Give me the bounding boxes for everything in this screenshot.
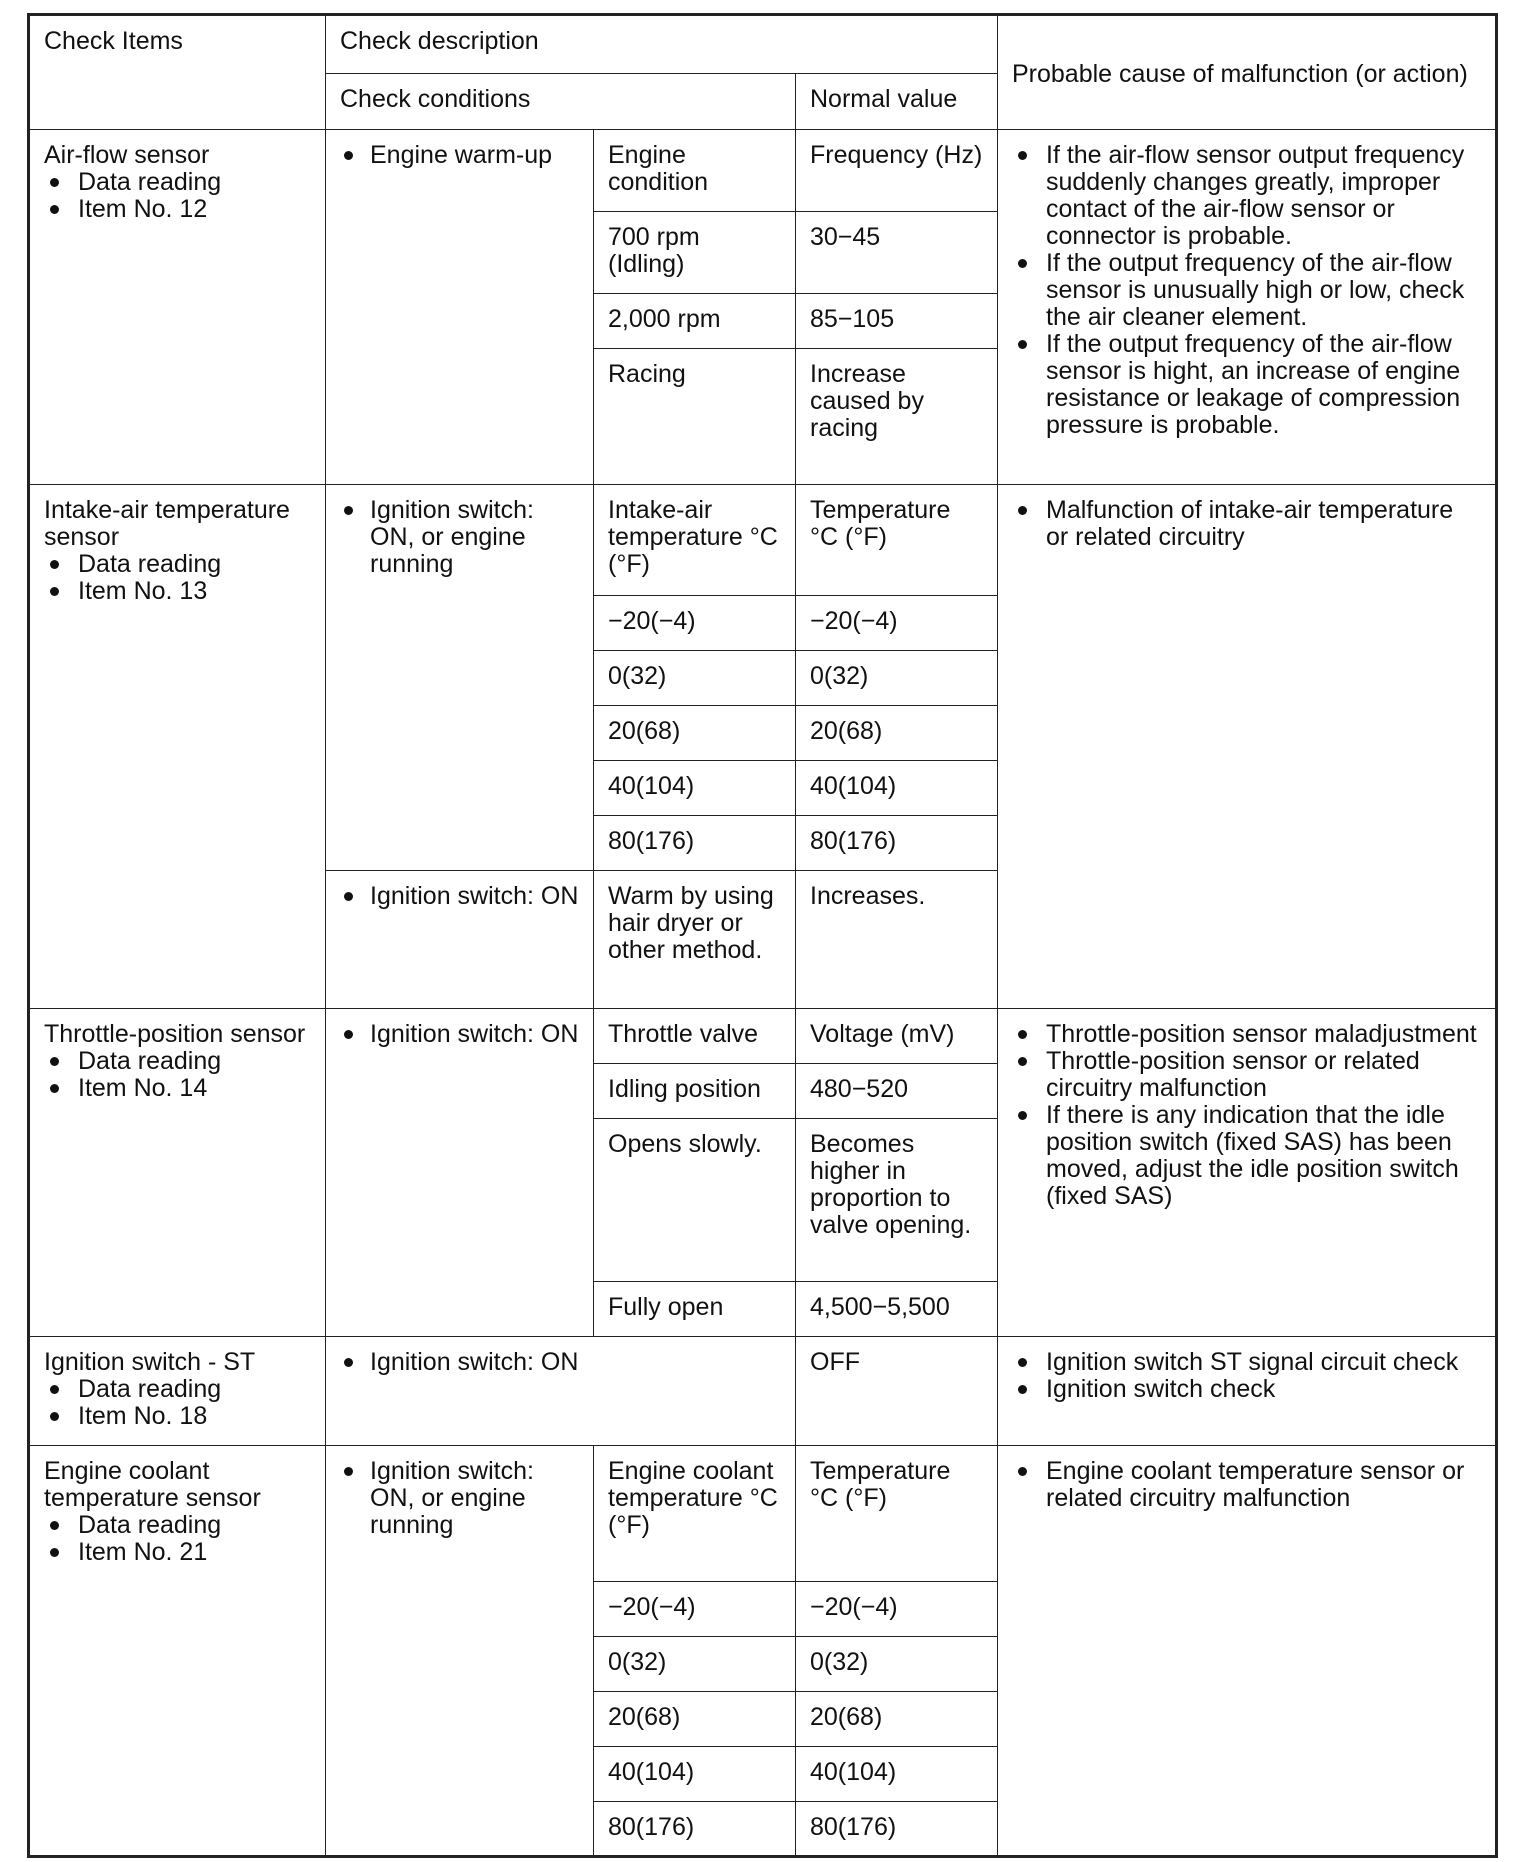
coolant-check-item (29, 1446, 326, 1857)
airflow-sub1: Data reading (44, 169, 311, 196)
table-row (29, 1446, 1497, 1582)
intake-val-0: Temperature °C (°F) (796, 485, 998, 596)
header-normal-value: Normal value (796, 74, 998, 130)
header-check-description: Check description (326, 15, 998, 74)
coolant-condition-text: Ignition switch: ON, or engine running (340, 1458, 579, 1539)
table-row (29, 1009, 1497, 1064)
throttle-cond-1: Idling position (594, 1064, 796, 1119)
intake-condition-2-text: Ignition switch: ON (340, 883, 579, 910)
coolant-val-0: Temperature °C (°F) (796, 1446, 998, 1582)
coolant-cond-3: 20(68) (594, 1692, 796, 1747)
intake-cond-2: 0(32) (594, 651, 796, 706)
coolant-cond-0: Engine coolant temperature °C (°F) (594, 1446, 796, 1582)
intake-sub1: Data reading (44, 551, 311, 578)
coolant-cond-2: 0(32) (594, 1637, 796, 1692)
header-probable-cause: Probable cause of malfunction (or action) (998, 15, 1497, 130)
airflow-sub2: Item No. 12 (44, 196, 311, 223)
ignition-sub2: Item No. 18 (44, 1403, 311, 1430)
intake-cond-1: −20(−4) (594, 596, 796, 651)
intake-causes (998, 485, 1497, 1009)
airflow-cond-3: Racing (594, 349, 796, 485)
throttle-cause-2: If there is any indication that the idle position switch (fixed SAS) has been moved, adjust the idle position switch (fixed SAS) (1012, 1102, 1481, 1210)
intake-condition-1 (326, 485, 594, 871)
coolant-sub1: Data reading (44, 1512, 311, 1539)
airflow-condition-text: Engine warm-up (340, 142, 579, 169)
coolant-cond-5: 80(176) (594, 1802, 796, 1857)
airflow-condition (326, 130, 594, 485)
throttle-cond-3: Fully open (594, 1282, 796, 1337)
airflow-cause-1: If the output frequency of the air-flow sensor is unusually high or low, check the air cleaner element. (1012, 250, 1481, 331)
airflow-val-0: Frequency (Hz) (796, 130, 998, 212)
intake-val-1: −20(−4) (796, 596, 998, 651)
throttle-cause-0: Throttle-position sensor maladjustment (1012, 1021, 1481, 1048)
airflow-cause-0: If the air-flow sensor output frequency suddenly changes greatly, improper contact of the air-flow sensor or connector is probable. (1012, 142, 1481, 250)
throttle-val-3: 4,500−5,500 (796, 1282, 998, 1337)
intake-val-5: 80(176) (796, 816, 998, 871)
airflow-cond-1: 700 rpm (Idling) (594, 212, 796, 294)
intake-condition-2 (326, 871, 594, 1009)
ignition-check-item (29, 1337, 326, 1446)
throttle-val-0: Voltage (mV) (796, 1009, 998, 1064)
header-row-1 (29, 15, 1497, 74)
throttle-cond-2: Opens slowly. (594, 1119, 796, 1282)
coolant-causes (998, 1446, 1497, 1857)
intake-sub2: Item No. 13 (44, 578, 311, 605)
intake-cond-0: Intake-air temperature °C (°F) (594, 485, 796, 596)
airflow-title: Air-flow sensor (44, 141, 210, 169)
intake-warm-value: Increases. (796, 871, 998, 1009)
ignition-condition (326, 1337, 796, 1446)
coolant-cause-0: Engine coolant temperature sensor or related circuitry malfunction (1012, 1458, 1481, 1512)
coolant-title: Engine coolant temperature sensor (44, 1457, 261, 1512)
ignition-cause-0: Ignition switch ST signal circuit check (1012, 1349, 1481, 1376)
throttle-cond-0: Throttle valve (594, 1009, 796, 1064)
throttle-val-2: Becomes higher in proportion to valve opening. (796, 1119, 998, 1282)
coolant-cond-4: 40(104) (594, 1747, 796, 1802)
intake-cond-4: 40(104) (594, 761, 796, 816)
intake-warm-cond: Warm by using hair dryer or other method. (594, 871, 796, 1009)
intake-check-item (29, 485, 326, 1009)
coolant-sub2: Item No. 21 (44, 1539, 311, 1566)
intake-val-4: 40(104) (796, 761, 998, 816)
intake-val-2: 0(32) (796, 651, 998, 706)
ignition-value: OFF (796, 1337, 998, 1446)
diagnosis-document (27, 13, 1498, 1858)
ignition-cause-1: Ignition switch check (1012, 1376, 1481, 1403)
coolant-condition (326, 1446, 594, 1857)
throttle-sub1: Data reading (44, 1048, 311, 1075)
intake-condition-1-text: Ignition switch: ON, or engine running (340, 497, 579, 578)
throttle-cause-1: Throttle-position sensor or related circuitry malfunction (1012, 1048, 1481, 1102)
airflow-cond-0: Engine condition (594, 130, 796, 212)
table-row (29, 1337, 1497, 1446)
throttle-title: Throttle-position sensor (44, 1020, 306, 1048)
table-row (29, 485, 1497, 596)
coolant-val-4: 40(104) (796, 1747, 998, 1802)
airflow-cause-2: If the output frequency of the air-flow sensor is hight, an increase of engine resistance or leakage of compression pressure is probable. (1012, 331, 1481, 439)
airflow-check-item (29, 130, 326, 485)
throttle-val-1: 480−520 (796, 1064, 998, 1119)
airflow-val-1: 30−45 (796, 212, 998, 294)
coolant-val-3: 20(68) (796, 1692, 998, 1747)
intake-cause-0: Malfunction of intake-air temperature or related circuitry (1012, 497, 1481, 551)
diagnosis-table (27, 13, 1498, 1858)
header-check-items: Check Items (29, 15, 326, 130)
ignition-title: Ignition switch - ST (44, 1348, 256, 1376)
throttle-sub2: Item No. 14 (44, 1075, 311, 1102)
coolant-cond-1: −20(−4) (594, 1582, 796, 1637)
intake-cond-5: 80(176) (594, 816, 796, 871)
coolant-val-1: −20(−4) (796, 1582, 998, 1637)
airflow-val-3: Increase caused by racing (796, 349, 998, 485)
intake-title: Intake-air temperature sensor (44, 496, 290, 551)
intake-cond-3: 20(68) (594, 706, 796, 761)
throttle-condition-text: Ignition switch: ON (340, 1021, 579, 1048)
ignition-sub1: Data reading (44, 1376, 311, 1403)
coolant-val-2: 0(32) (796, 1637, 998, 1692)
airflow-cond-2: 2,000 rpm (594, 294, 796, 349)
throttle-condition (326, 1009, 594, 1337)
airflow-causes (998, 130, 1497, 485)
ignition-causes (998, 1337, 1497, 1446)
header-check-conditions: Check conditions (326, 74, 796, 130)
table-row (29, 130, 1497, 212)
ignition-condition-text: Ignition switch: ON (340, 1349, 781, 1376)
coolant-val-5: 80(176) (796, 1802, 998, 1857)
airflow-val-2: 85−105 (796, 294, 998, 349)
throttle-causes (998, 1009, 1497, 1337)
intake-val-3: 20(68) (796, 706, 998, 761)
throttle-check-item (29, 1009, 326, 1337)
